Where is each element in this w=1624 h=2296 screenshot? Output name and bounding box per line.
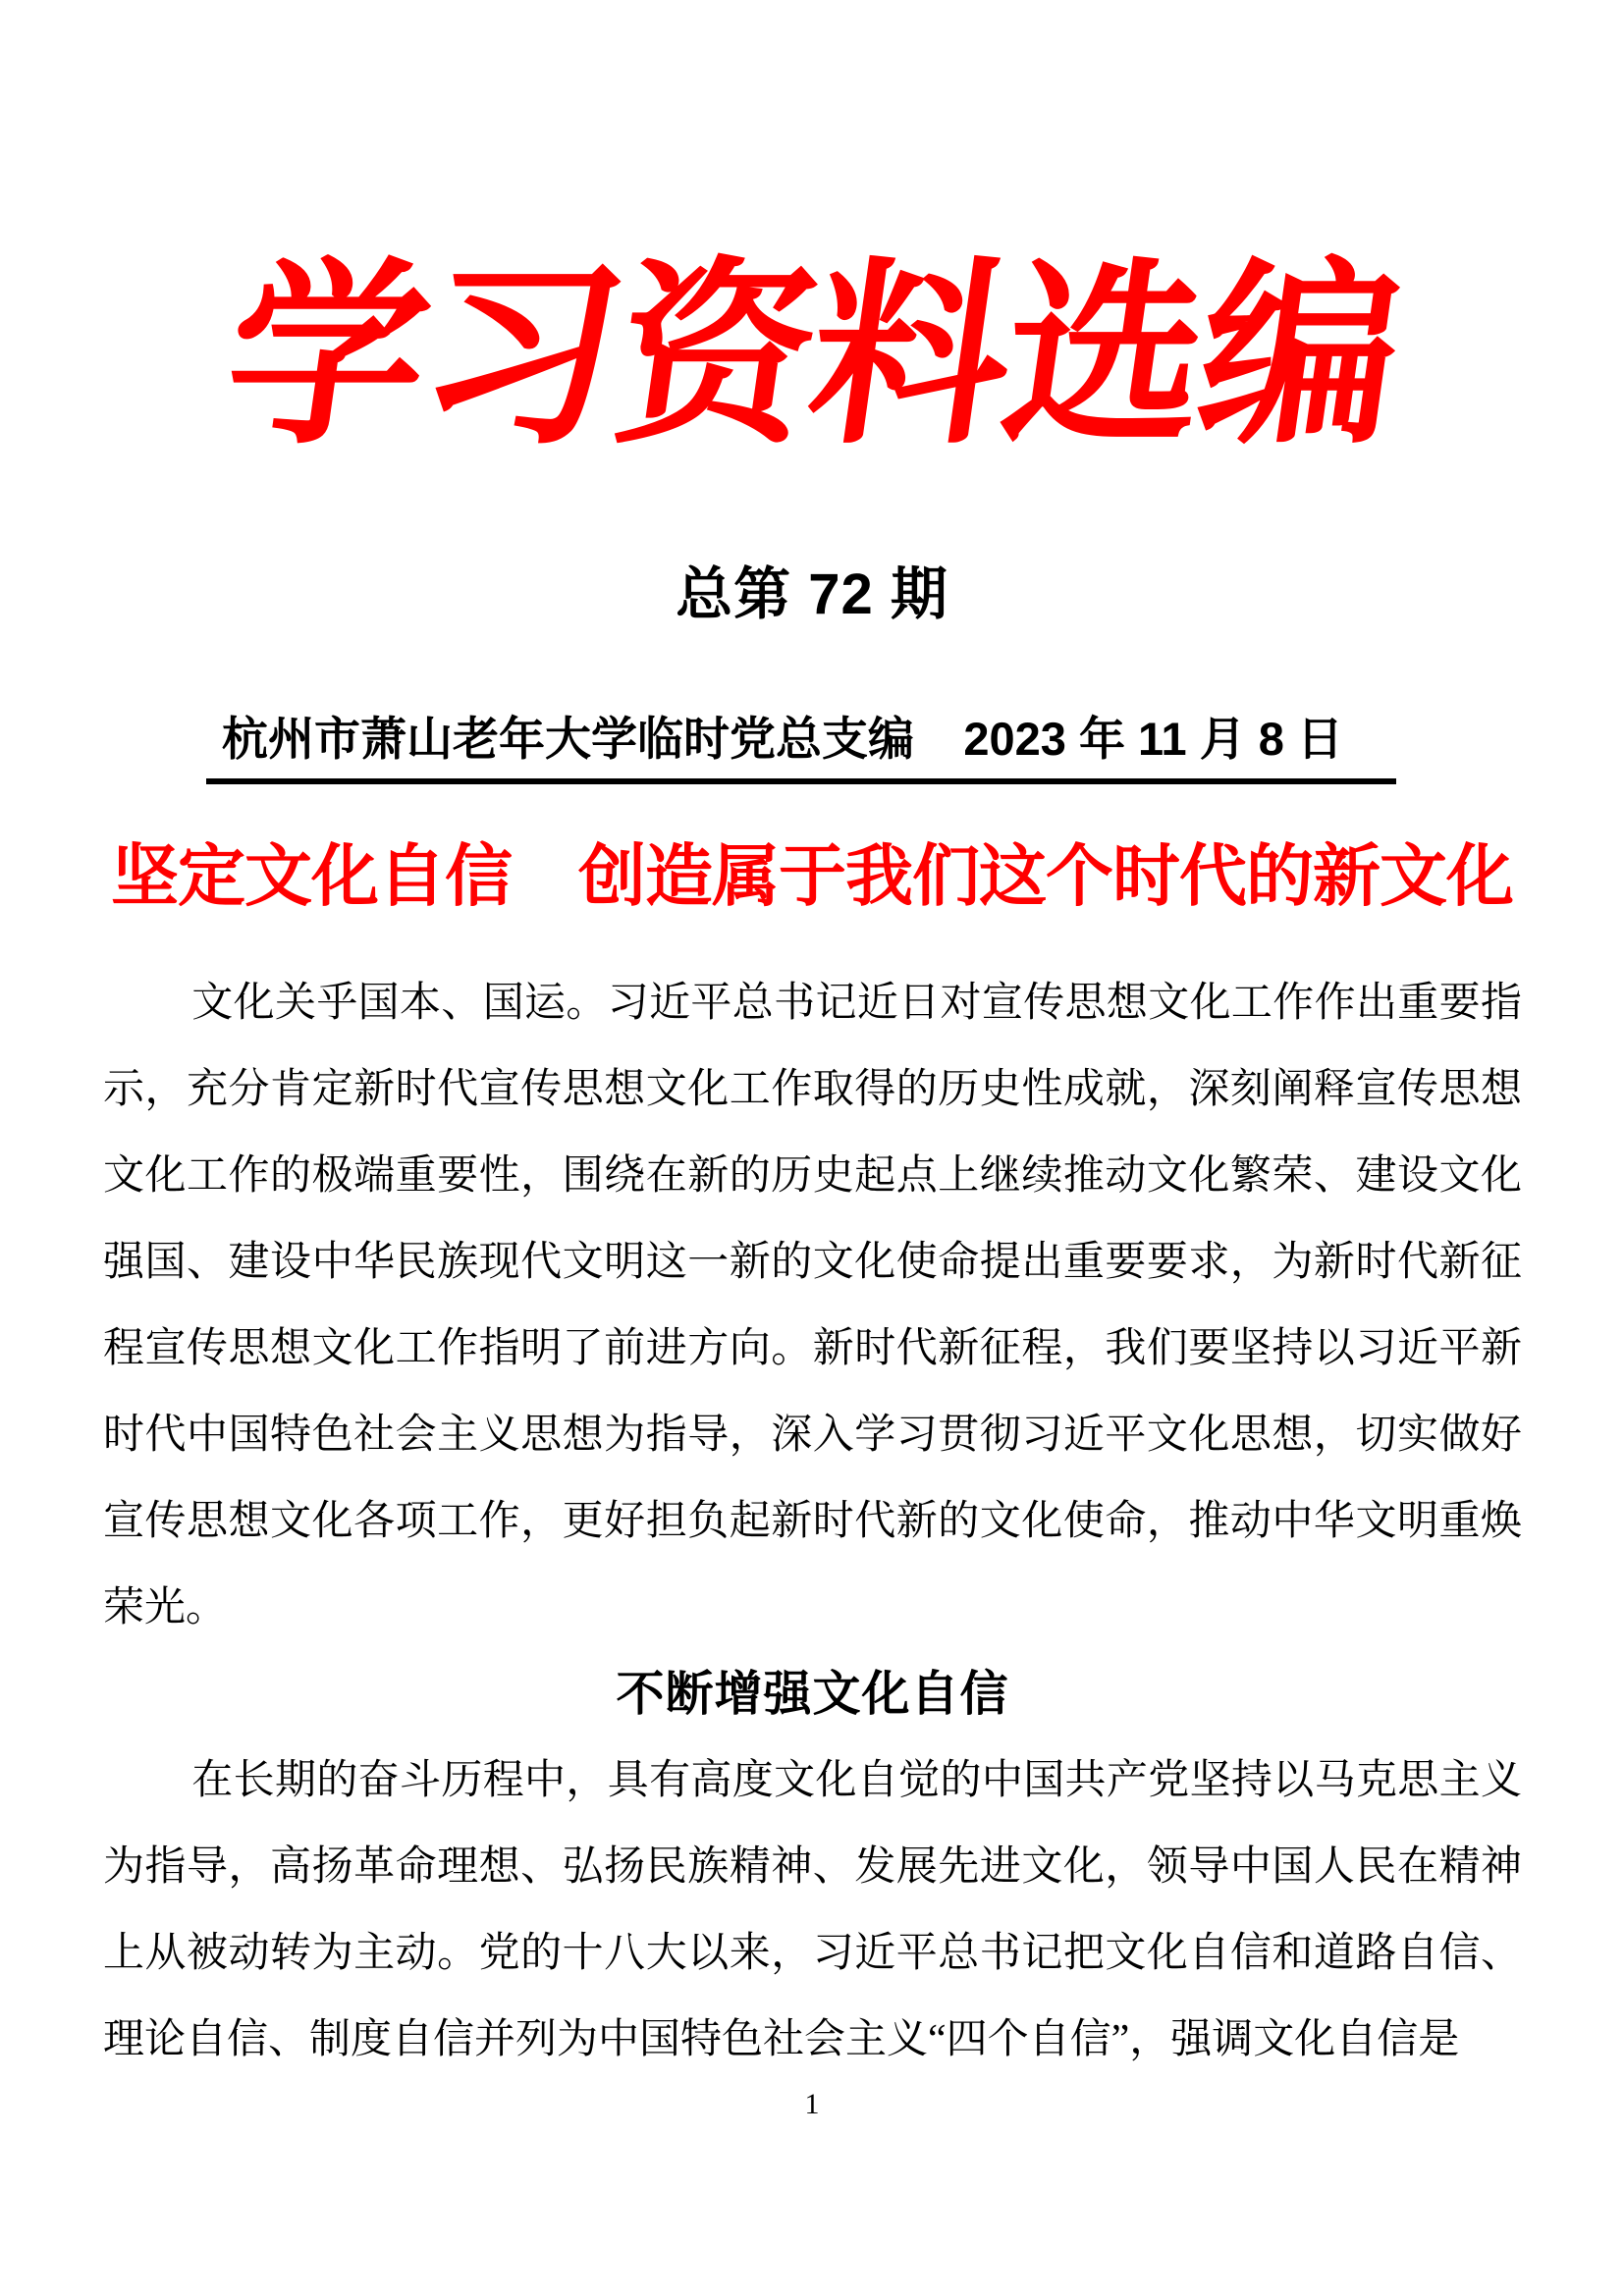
article-headline: 坚定文化自信 创造属于我们这个时代的新文化 — [111, 838, 1513, 914]
section-heading: 不断增强文化自信 — [616, 1668, 1009, 1721]
page-number: 1 — [804, 2088, 820, 2120]
publisher-name: 杭州市萧山老年大学临时党总支编 — [222, 713, 914, 765]
issue-number: 总第 72 期 — [676, 562, 948, 626]
masthead-divider — [206, 778, 1396, 784]
article-body — [103, 960, 1522, 2083]
masthead-title: 学习资料选编 — [213, 244, 1411, 466]
body-paragraph-1: 文化关乎国本、国运。习近平总书记近日对宣传思想文化工作作出重要指示，充分肯定新时代宣传思想文化工作取得的历史性成就，深刻阐释宣传思想文化工作的极端重要性，围绕在新的历史起点上继续推动文化繁荣、建设文化强国、建设中华民族现代文明这一新的文化使命提出重要要求，为新时代新征程宣传思想文化工作指明了前进方向。新时代新征程，我们要坚持以习近平新时代中国特色社会主义思想为指导，深入学习贯彻习近平文化思想，切实做好宣传思想文化各项工作，更好担负起新时代新的文化使命，推动中华文明重焕荣光。 — [103, 981, 1522, 1630]
publisher-row — [208, 711, 1394, 769]
publication-date: 2023 年 11 月 8 日 — [963, 713, 1343, 765]
body-paragraph-2: 在长期的奋斗历程中，具有高度文化自觉的中国共产党坚持以马克思主义为指导，高扬革命理想、弘扬民族精神、发展先进文化，领导中国人民在精神上从被动转为主动。党的十八大以来，习近平总书记把文化自信和道路自信、理论自信、制度自信并列为中国特色社会主义“四个自信”，强调文化自信是 — [103, 1758, 1522, 2062]
